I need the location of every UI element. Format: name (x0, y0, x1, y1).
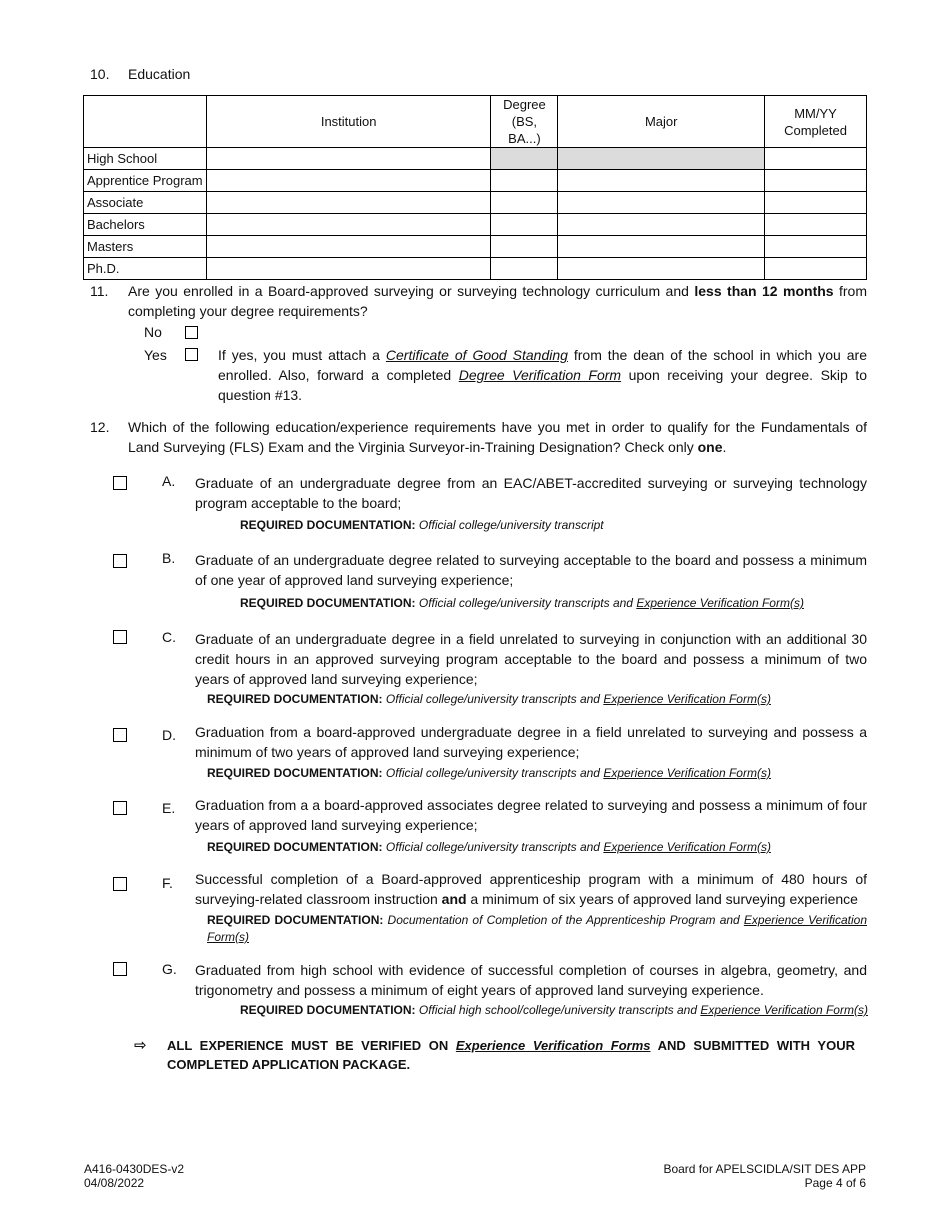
table-row (84, 214, 867, 236)
option-d-letter: D. (162, 727, 176, 743)
experience-verification-link[interactable]: Experience Verification Form(s) (603, 766, 771, 780)
yes-label: Yes (144, 347, 167, 363)
option-g-documentation (240, 1002, 868, 1019)
yes-text: upon receiving your degree. Skip to question #13. (218, 367, 867, 403)
question-text-part: from completing your degree requirements? (128, 283, 868, 319)
institution-cell[interactable] (206, 214, 491, 236)
option-d-text: Graduation from a board-approved undergraduate degree in a field unrelated to surveying and possess a minimum of two years of approved land surveying experience; (195, 724, 867, 760)
option-e-checkbox[interactable] (113, 801, 127, 815)
option-e-text: Graduation from a a board-approved associates degree related to surveying and possess a minimum of four years of approved land surveying experience; (195, 797, 867, 833)
option-f-text (195, 869, 867, 909)
form-date: 04/08/2022 (84, 1176, 145, 1190)
completed-cell[interactable] (765, 214, 867, 236)
header-major: Major (558, 96, 765, 148)
major-cell (558, 148, 765, 170)
education-table (83, 95, 867, 280)
degree-cell[interactable] (491, 236, 558, 258)
degree-cell (491, 148, 558, 170)
table-row (84, 192, 867, 214)
experience-verification-link[interactable]: Experience Verification Form(s) (603, 840, 771, 854)
question-text (128, 281, 867, 321)
page-number: Page 4 of 6 (804, 1176, 866, 1190)
yes-instructions (218, 345, 867, 405)
doc-text: Official college/university transcripts and (385, 840, 604, 854)
institution-cell[interactable] (206, 170, 491, 192)
table-row (84, 258, 867, 280)
table-row (84, 170, 867, 192)
option-c-letter: C. (162, 629, 176, 645)
option-f-text-part: a minimum of six years of approved land surveying experience (466, 891, 858, 907)
option-a-checkbox[interactable] (113, 476, 127, 490)
degree-verification-link[interactable]: Degree Verification Form (458, 367, 622, 383)
experience-verification-link[interactable]: Experience Verification Form(s) (636, 596, 804, 610)
question-text-bold: one (697, 439, 723, 455)
experience-warning (134, 1036, 855, 1074)
institution-cell[interactable] (206, 236, 491, 258)
row-label: Bachelors (84, 214, 207, 236)
doc-text: Official college/university transcripts and (385, 766, 604, 780)
option-b-documentation (240, 595, 804, 612)
header-level (84, 96, 207, 148)
completed-cell[interactable] (765, 192, 867, 214)
option-a-documentation (240, 517, 604, 534)
header-completed: MM/YY Completed (765, 96, 867, 148)
option-e-letter: E. (162, 800, 176, 816)
question-text-bold: less than 12 months (694, 283, 834, 299)
option-a-text: Graduate of an undergraduate degree from an EAC/ABET-accredited surveying or surveying technology program acceptable to the board; (195, 475, 867, 511)
option-f-text-part: Successful completion of a Board-approved apprenticeship program with a minimum of 480 hours of surveying-related classroom instruction (195, 871, 867, 907)
experience-verification-forms-link[interactable]: Experience Verification Forms (455, 1038, 651, 1053)
option-b-text: Graduate of an undergraduate degree related to surveying acceptable to the board and possess a minimum of one year of approved land surveying experience; (195, 552, 867, 588)
doc-label: REQUIRED DOCUMENTATION: (240, 518, 416, 532)
yes-checkbox[interactable] (185, 348, 198, 361)
institution-cell[interactable] (206, 148, 491, 170)
doc-label: REQUIRED DOCUMENTATION: (207, 840, 383, 854)
option-g-letter: G. (162, 961, 177, 977)
certificate-link[interactable]: Certificate of Good Standing (385, 347, 568, 363)
question-number: 11. (90, 283, 109, 299)
yes-option (144, 345, 167, 365)
row-label: Apprentice Program (84, 170, 207, 192)
completed-cell[interactable] (765, 148, 867, 170)
doc-label: REQUIRED DOCUMENTATION: (240, 596, 416, 610)
option-e-documentation (207, 839, 771, 856)
footer-left (84, 1162, 184, 1190)
completed-cell[interactable] (765, 170, 867, 192)
option-f-checkbox[interactable] (113, 877, 127, 891)
option-f-text-bold: and (441, 891, 467, 907)
footer-right (663, 1162, 866, 1190)
warning-text-part: ALL EXPERIENCE MUST BE VERIFIED ON (167, 1038, 456, 1053)
warning-text (167, 1036, 855, 1074)
table-header-row (84, 96, 867, 148)
option-f-documentation (207, 912, 867, 946)
option-b-letter: B. (162, 550, 176, 566)
no-option (144, 322, 162, 342)
yes-text: If yes, you must attach a (218, 347, 386, 363)
completed-cell[interactable] (765, 258, 867, 280)
doc-text: Documentation of Completion of the Apprenticeship Program and (387, 913, 744, 927)
institution-cell[interactable] (206, 258, 491, 280)
option-g-checkbox[interactable] (113, 962, 127, 976)
degree-cell[interactable] (491, 214, 558, 236)
header-institution: Institution (206, 96, 491, 148)
option-c-text: Graduate of an undergraduate degree in a field unrelated to surveying in conjunction with an additional 30 credit hours in an approved surveying program acceptable to the board and possess a minimum of two years of approved land surveying experience; (195, 631, 867, 687)
institution-cell[interactable] (206, 192, 491, 214)
doc-text: Official college/university transcripts and (385, 692, 604, 706)
major-cell[interactable] (558, 214, 765, 236)
section-number: 10. (90, 66, 110, 82)
major-cell[interactable] (558, 258, 765, 280)
major-cell[interactable] (558, 236, 765, 258)
option-d-checkbox[interactable] (113, 728, 127, 742)
doc-label: REQUIRED DOCUMENTATION: (207, 766, 383, 780)
doc-text: Official college/university transcripts and (418, 596, 637, 610)
degree-cell[interactable] (491, 170, 558, 192)
option-g-text: Graduated from high school with evidence of successful completion of courses in algebra, geometry, and trigonometry and possess a minimum of eight years of approved land surveying experience. (195, 962, 867, 998)
experience-verification-link[interactable]: Experience Verification Form(s) (700, 1003, 868, 1017)
option-a-letter: A. (162, 473, 176, 489)
doc-text: Official college/university transcript (418, 518, 604, 532)
question-11 (90, 281, 867, 321)
experience-verification-link[interactable]: Experience Verification Form(s) (207, 913, 867, 944)
yes-text: from the dean of the school in which you are enrolled. Also, forward a completed (218, 347, 867, 383)
degree-cell[interactable] (491, 258, 558, 280)
row-label: Ph.D. (84, 258, 207, 280)
major-cell[interactable] (558, 170, 765, 192)
row-label: Masters (84, 236, 207, 258)
question-text-part: Are you enrolled in a Board-approved surveying or surveying technology curriculum and (128, 283, 695, 299)
no-checkbox[interactable] (185, 326, 198, 339)
table-row (84, 148, 867, 170)
row-label: Associate (84, 192, 207, 214)
option-b-checkbox[interactable] (113, 554, 127, 568)
question-number: 12. (90, 419, 110, 435)
question-text (128, 417, 867, 457)
table-row (84, 236, 867, 258)
degree-cell[interactable] (491, 192, 558, 214)
warning-text-part: AND SUBMITTED WITH YOUR COMPLETED APPLICATION PACKAGE. (167, 1038, 855, 1072)
no-label: No (144, 324, 162, 340)
doc-text: Official high school/college/university transcripts and (418, 1003, 701, 1017)
arrow-right-icon: ⇨ (134, 1037, 147, 1054)
question-12 (90, 417, 867, 457)
form-id: A416-0430DES-v2 (84, 1162, 185, 1176)
option-c-checkbox[interactable] (113, 630, 127, 644)
option-c-documentation (207, 691, 771, 708)
doc-label: REQUIRED DOCUMENTATION: (207, 692, 383, 706)
header-degree: Degree (BS, BA...) (491, 96, 558, 148)
doc-label: REQUIRED DOCUMENTATION: (240, 1003, 416, 1017)
major-cell[interactable] (558, 192, 765, 214)
experience-verification-link[interactable]: Experience Verification Form(s) (603, 692, 771, 706)
doc-label: REQUIRED DOCUMENTATION: (207, 913, 384, 927)
row-label: High School (84, 148, 207, 170)
completed-cell[interactable] (765, 236, 867, 258)
board-name: Board for APELSCIDLA/SIT DES APP (663, 1162, 866, 1176)
section-10-heading (90, 66, 190, 82)
option-f-letter: F. (162, 875, 173, 891)
section-title: Education (128, 66, 191, 82)
option-d-documentation (207, 765, 771, 782)
question-text-part: . (722, 439, 727, 455)
question-text-part: Which of the following education/experience requirements have you met in order to qualify for the Fundamentals of Land Surveying (FLS) Exam and the Virginia Surveyor-in-Training Designation? Check only (128, 419, 867, 455)
